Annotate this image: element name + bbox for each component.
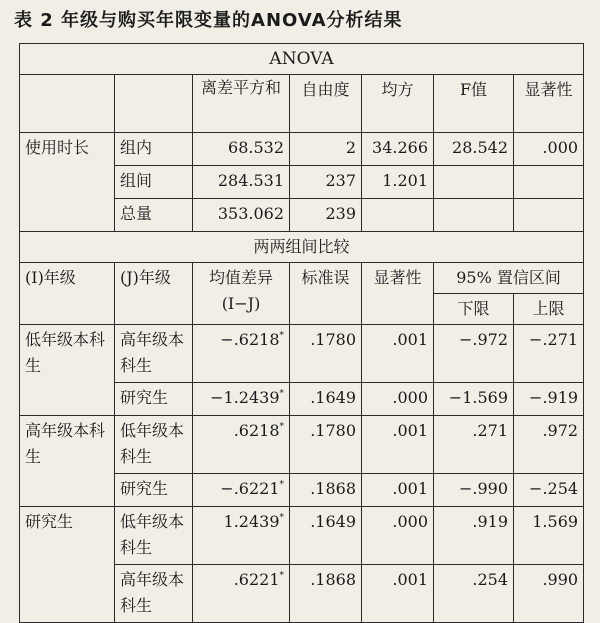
header-df: 自由度 <box>290 75 362 133</box>
cell-lower: .919 <box>434 507 514 565</box>
table-row <box>20 565 584 623</box>
cell-mean-diff: .6221* <box>193 565 290 623</box>
cell-ms <box>362 199 434 232</box>
cell-sig <box>514 166 584 199</box>
significance-star: * <box>279 422 284 432</box>
header-sig: 显著性 <box>514 75 584 133</box>
cell-mean-diff: −1.2439* <box>193 383 290 416</box>
cell-sig: .001 <box>362 474 434 507</box>
row-label: 组内 <box>115 133 193 166</box>
cell-mean-diff: .6218* <box>193 416 290 474</box>
anova-table <box>19 43 584 623</box>
cell-lower: −1.569 <box>434 383 514 416</box>
empty-cell <box>20 199 115 232</box>
table-row <box>20 383 584 416</box>
cell-se: .1649 <box>290 507 362 565</box>
cell-group-j: 研究生 <box>115 383 193 416</box>
header-sig: 显著性 <box>362 263 434 325</box>
empty-cell <box>20 383 115 416</box>
cell-group-i: 低年级本科生 <box>20 325 115 383</box>
anova-title: ANOVA <box>20 44 584 75</box>
cell-se: .1780 <box>290 416 362 474</box>
cell-mean-diff: −.6218* <box>193 325 290 383</box>
anova-row <box>20 133 584 166</box>
cell-sig: .000 <box>514 133 584 166</box>
cell-df: 239 <box>290 199 362 232</box>
header-upper: 上限 <box>514 294 584 325</box>
table-caption: 表 2 年级与购买年限变量的ANOVA分析结果 <box>14 10 403 31</box>
cell-upper: 1.569 <box>514 507 584 565</box>
table-row <box>20 325 584 383</box>
row-label: 组间 <box>115 166 193 199</box>
header-lower: 下限 <box>434 294 514 325</box>
cell-ss: 284.531 <box>193 166 290 199</box>
cell-sig: .001 <box>362 416 434 474</box>
cell-lower: −.972 <box>434 325 514 383</box>
cell-upper: .972 <box>514 416 584 474</box>
header-mean-diff-label: 均值差异 <box>208 268 273 287</box>
empty-header-cell <box>115 75 193 133</box>
anova-header-row <box>20 75 584 133</box>
anova-row <box>20 166 584 199</box>
cell-se: .1868 <box>290 565 362 623</box>
cell-group-j: 高年级本科生 <box>115 325 193 383</box>
cell-group-i: 研究生 <box>20 507 115 565</box>
cell-upper: −.254 <box>514 474 584 507</box>
cell-df: 237 <box>290 166 362 199</box>
cell-sig: .001 <box>362 325 434 383</box>
cell-sig: .000 <box>362 383 434 416</box>
posthoc-header-row <box>20 263 584 294</box>
cell-se: .1649 <box>290 383 362 416</box>
significance-star: * <box>279 480 284 490</box>
header-ss: 离差平方和 <box>193 75 290 133</box>
header-se: 标准误 <box>290 263 362 325</box>
row-label: 总量 <box>115 199 193 232</box>
cell-f <box>434 166 514 199</box>
cell-ss: 68.532 <box>193 133 290 166</box>
cell-ms: 34.266 <box>362 133 434 166</box>
header-f: F值 <box>434 75 514 133</box>
header-mean-diff <box>193 263 290 325</box>
significance-star: * <box>279 389 284 399</box>
cell-group-i: 高年级本科生 <box>20 416 115 474</box>
cell-ms: 1.201 <box>362 166 434 199</box>
cell-upper: −.271 <box>514 325 584 383</box>
empty-cell <box>20 166 115 199</box>
cell-lower: .271 <box>434 416 514 474</box>
significance-star: * <box>279 331 284 341</box>
cell-sig: .001 <box>362 565 434 623</box>
cell-lower: −.990 <box>434 474 514 507</box>
header-i: (I)年级 <box>20 263 115 325</box>
cell-mean-diff: −.6221* <box>193 474 290 507</box>
header-j: (J)年级 <box>115 263 193 325</box>
cell-f <box>434 199 514 232</box>
significance-star: * <box>279 571 284 581</box>
anova-row <box>20 199 584 232</box>
table-row <box>20 416 584 474</box>
cell-sig: .000 <box>362 507 434 565</box>
cell-upper: −.919 <box>514 383 584 416</box>
posthoc-title: 两两组间比较 <box>20 232 584 263</box>
posthoc-title-row <box>20 232 584 263</box>
anova-title-row <box>20 44 584 75</box>
table-row <box>20 474 584 507</box>
cell-lower: .254 <box>434 565 514 623</box>
cell-df: 2 <box>290 133 362 166</box>
anova-group-label: 使用时长 <box>20 133 115 166</box>
cell-upper: .990 <box>514 565 584 623</box>
header-ci: 95% 置信区间 <box>434 263 584 294</box>
cell-se: .1868 <box>290 474 362 507</box>
table-row <box>20 507 584 565</box>
cell-mean-diff: 1.2439* <box>193 507 290 565</box>
header-ms: 均方 <box>362 75 434 133</box>
cell-sig <box>514 199 584 232</box>
cell-se: .1780 <box>290 325 362 383</box>
cell-group-j: 高年级本科生 <box>115 565 193 623</box>
cell-f: 28.542 <box>434 133 514 166</box>
cell-group-j: 研究生 <box>115 474 193 507</box>
empty-cell <box>20 565 115 623</box>
empty-cell <box>20 474 115 507</box>
significance-star: * <box>279 513 284 523</box>
cell-ss: 353.062 <box>193 199 290 232</box>
header-mean-diff-sub: (I−J) <box>221 294 261 313</box>
cell-group-j: 低年级本科生 <box>115 416 193 474</box>
empty-header-cell <box>20 75 115 133</box>
cell-group-j: 低年级本科生 <box>115 507 193 565</box>
